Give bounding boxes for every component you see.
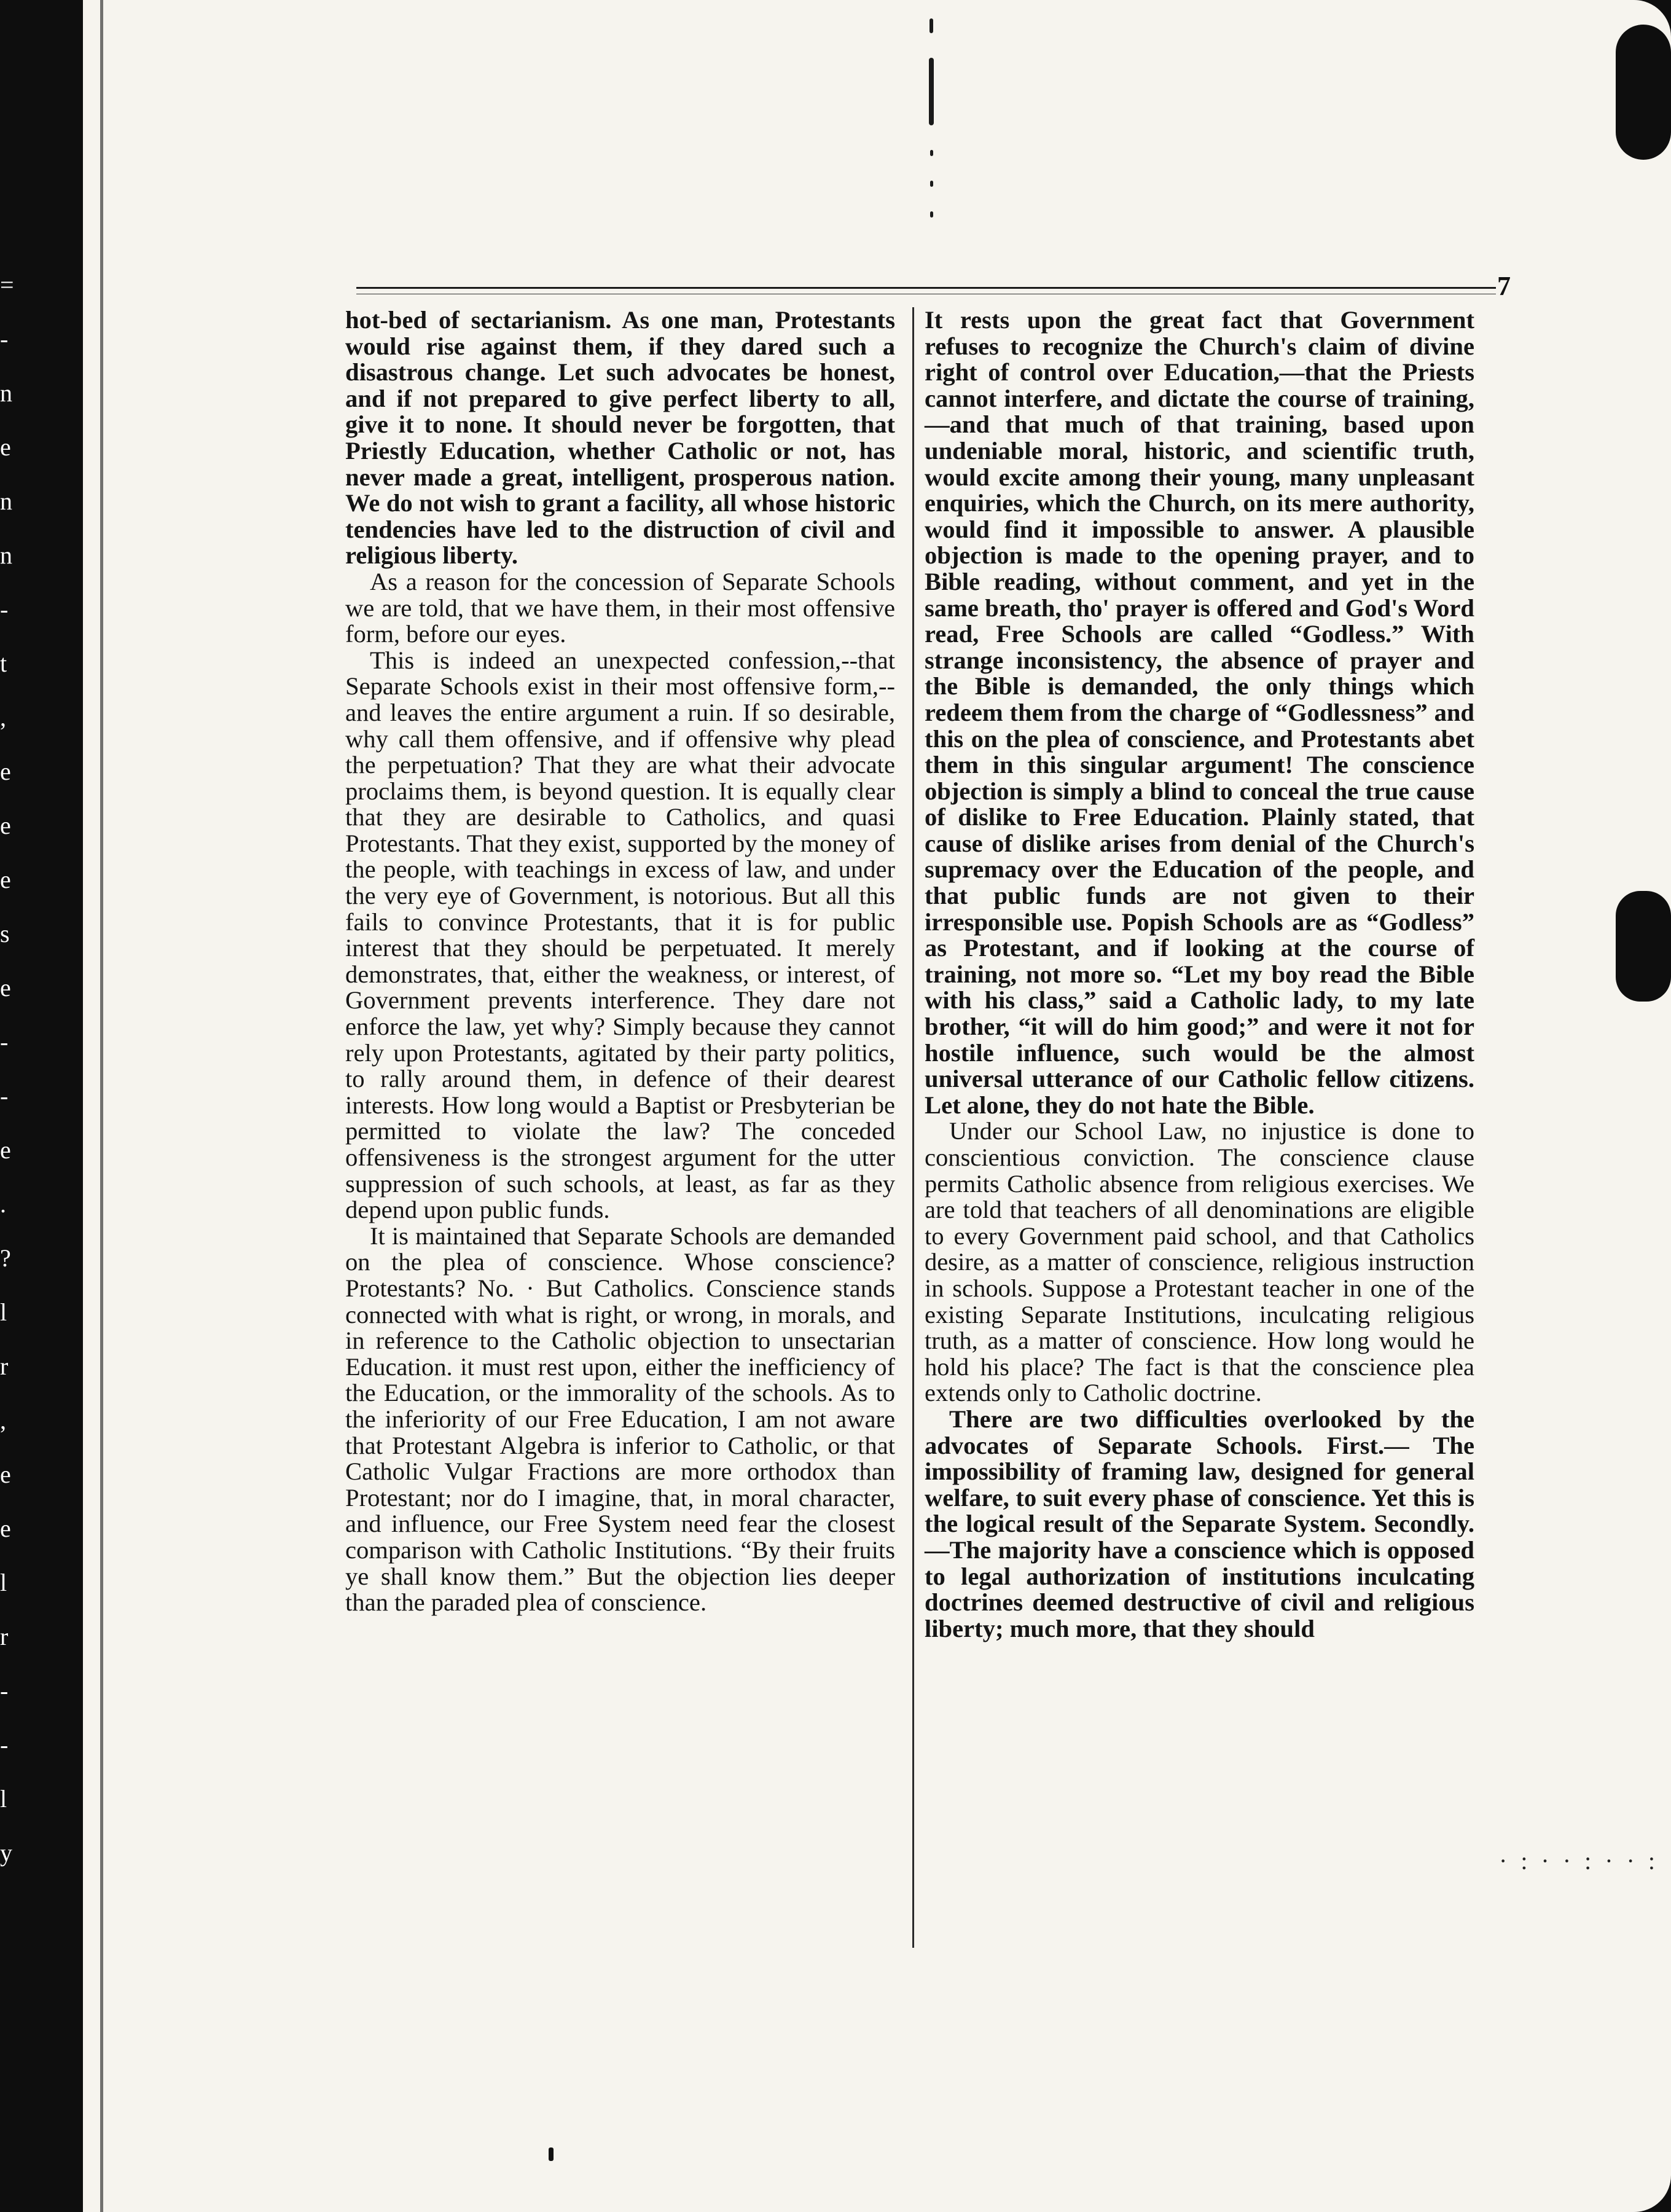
left-column [345,307,895,1616]
gutter-fragment: r [0,1352,9,1380]
scan-corner-stain [1616,25,1671,160]
gutter-fragment: e [0,433,11,461]
margin-dots: · : · · : · · : [1499,1847,1659,1875]
gutter-fragment: , [0,704,6,731]
right-paragraph-1: It rests upon the great fact that Government refuses to recognize the Church's claim of divine right of control over Education,—that the Priests cannot interfere, and dictate the course of training,—and that much of that training, based upon undeniable moral, historic, and scientific truth, would excite among their young, many unpleasant enquiries, which the Church, on its mere authority, would find it impossible to answer. A plausible objection is made to the opening prayer, and to Bible reading, without comment, and yet in the same breath, tho' prayer is offered and God's Word read, Free Schools are called “Godless.” With strange inconsistency, the absence of prayer and the Bible is demanded, the only things which redeem them from the charge of “Godlessness” and this on the plea of conscience, and Protestants abet them in this singular argument! The conscience objection is simply a blind to conceal the true cause of dislike to Free Education. Plainly stated, that cause of dislike arises from denial of the Church's supremacy over the Education of the people, and that public funds are not given to their irresponsible use. Popish Schools are as “Godless” as Protestant, and if looking at the course of training, not more so. “Let my boy read the Bible with his class,” said a Catholic lady, to my late brother, “it will do him good;” and were it not for hostile influence, such would be the almost universal utterance of our Catholic fellow citizens. Let alone, they do not hate the Bible. [925,306,1474,1119]
gutter-fragment: l [0,1298,7,1326]
gutter-fragment: - [0,325,9,353]
gutter-fragment: n [0,541,12,569]
left-paragraph-4: It is maintained that Separate Schools are demanded on the plea of conscience. Whose conscience? Protestants? No. · But Catholics. Conscience stands connected with what is right, or wrong, in morals, and in reference to the Catholic objection to unsectarian Education. it must rest upon, either the inefficiency of the Education, or the immorality of the schools. As to the inferiority of our Free Education, I am not aware that Protestant Algebra is inferior to Catholic, or that Catholic Vulgar Fractions are more orthodox than Protestant; nor do I imagine, that, in moral character, and influence, our Free System need fear the closest comparison with Catholic Institutions. “By their fruits ye shall know them.” But the objection lies deeper than the paraded plea of conscience. [345,1222,895,1617]
gutter-fragment: - [0,1677,9,1704]
scan-edge-stain [1616,891,1671,1002]
gutter-fragment: . [0,1190,6,1218]
gutter-fragment: s [0,920,10,947]
right-paragraph-2: Under our School Law, no injustice is done to conscientious conviction. The conscience clause permits Catholic absence from religious exercises. We are told that teachers of all denominations are eligible to every Government paid school, and that Catholics desire, as a matter of conscience, religious instruction in schools. Suppose a Protestant teacher in one of the existing Separate Institutions, inculcating religious truth, as a matter of conscience. How long would he hold his place? The fact is that the conscience plea extends only to Catholic doctrine. [925,1117,1474,1407]
gutter-fragment: n [0,379,12,407]
gutter-fragment: - [0,595,9,623]
gutter-fragment: e [0,974,11,1002]
gutter-fragment: - [0,1731,9,1759]
header-rule [356,287,1496,289]
gutter-fragment: t [0,649,7,677]
gutter-fragment: e [0,1515,11,1542]
bottom-ink-mark [549,2147,554,2161]
gutter-fragment: l [0,1569,7,1596]
left-paragraph-1: hot-bed of sectarianism. As one man, Protestants would rise against them, if they dared such a disastrous change. Let such advocates be honest, and if not prepared to give perfect liberty to all, give it to none. It should never be forgotten, that Priestly Education, whether Catholic or not, has never made a great, intelligent, prosperous nation. We do not wish to grant a facility, all whose historic tendencies have led to the distruction of civil and religious liberty. [345,306,895,570]
gutter-fragment: e [0,812,11,839]
gutter-fragment: l [0,1785,7,1813]
left-paragraph-2: As a reason for the concession of Separate Schools we are told, that we have them, in their most offensive form, before our eyes. [345,567,895,648]
gutter-fragments [0,258,25,1867]
gutter-fragment: y [0,1839,12,1867]
gutter-fragment: e [0,866,11,893]
page-number: 7 [1497,271,1511,301]
center-scan-marks [928,18,935,326]
gutter-fragment: e [0,1461,11,1488]
gutter-fragment: = [0,271,14,299]
gutter-fragment: r [0,1623,9,1650]
left-paragraph-3: This is indeed an unexpected confession,--that Separate Schools exist in their most offensive form,--and leaves the entire argument a ruin. If so desirable, why call them offensive, and if offensive why plead the perpetuation? That they are what their advocate proclaims them, is beyond question. It is equally clear that they are desirable to Catholics, and quasi Protestants. That they exist, supported by the money of the people, with teachings in excess of law, and under the very eye of Government, is notorious. But all this fails to convince Protestants, that it is for public interest that they should be perpetuated. It merely demonstrates, that, either the weakness, or interest, of Government prevents interference. They dare not enforce the law, yet why? Simply because they cannot rely upon Protestants, agitated by their party politics, to rally around them, in defence of their dearest interests. How long would a Baptist or Presbyterian be permitted to violate the law? The conceded offensiveness is the strongest argument for the utter suppression of such schools, at least, as far as they depend upon public funds. [345,646,895,1224]
column-divider [912,307,914,1948]
gutter-fragment: - [0,1082,9,1110]
gutter-fragment: - [0,1028,9,1056]
gutter-fragment: ? [0,1244,11,1272]
page-fold-line [100,0,103,2212]
right-column [925,307,1474,1642]
gutter-fragment: , [0,1406,6,1434]
right-paragraph-3: There are two difficulties overlooked by the advocates of Separate Schools. First.— The impossibility of framing law, designed for general welfare, to suit every phase of conscience. Yet this is the logical result of the Separate System. Secondly.—The majority have a conscience which is opposed to legal authorization of institutions inculcating doctrines deemed destructive of civil and religious liberty; much more, that they should [925,1405,1474,1642]
gutter-fragment: e [0,758,11,785]
gutter-fragment: n [0,487,12,515]
gutter-fragment: e [0,1136,11,1164]
